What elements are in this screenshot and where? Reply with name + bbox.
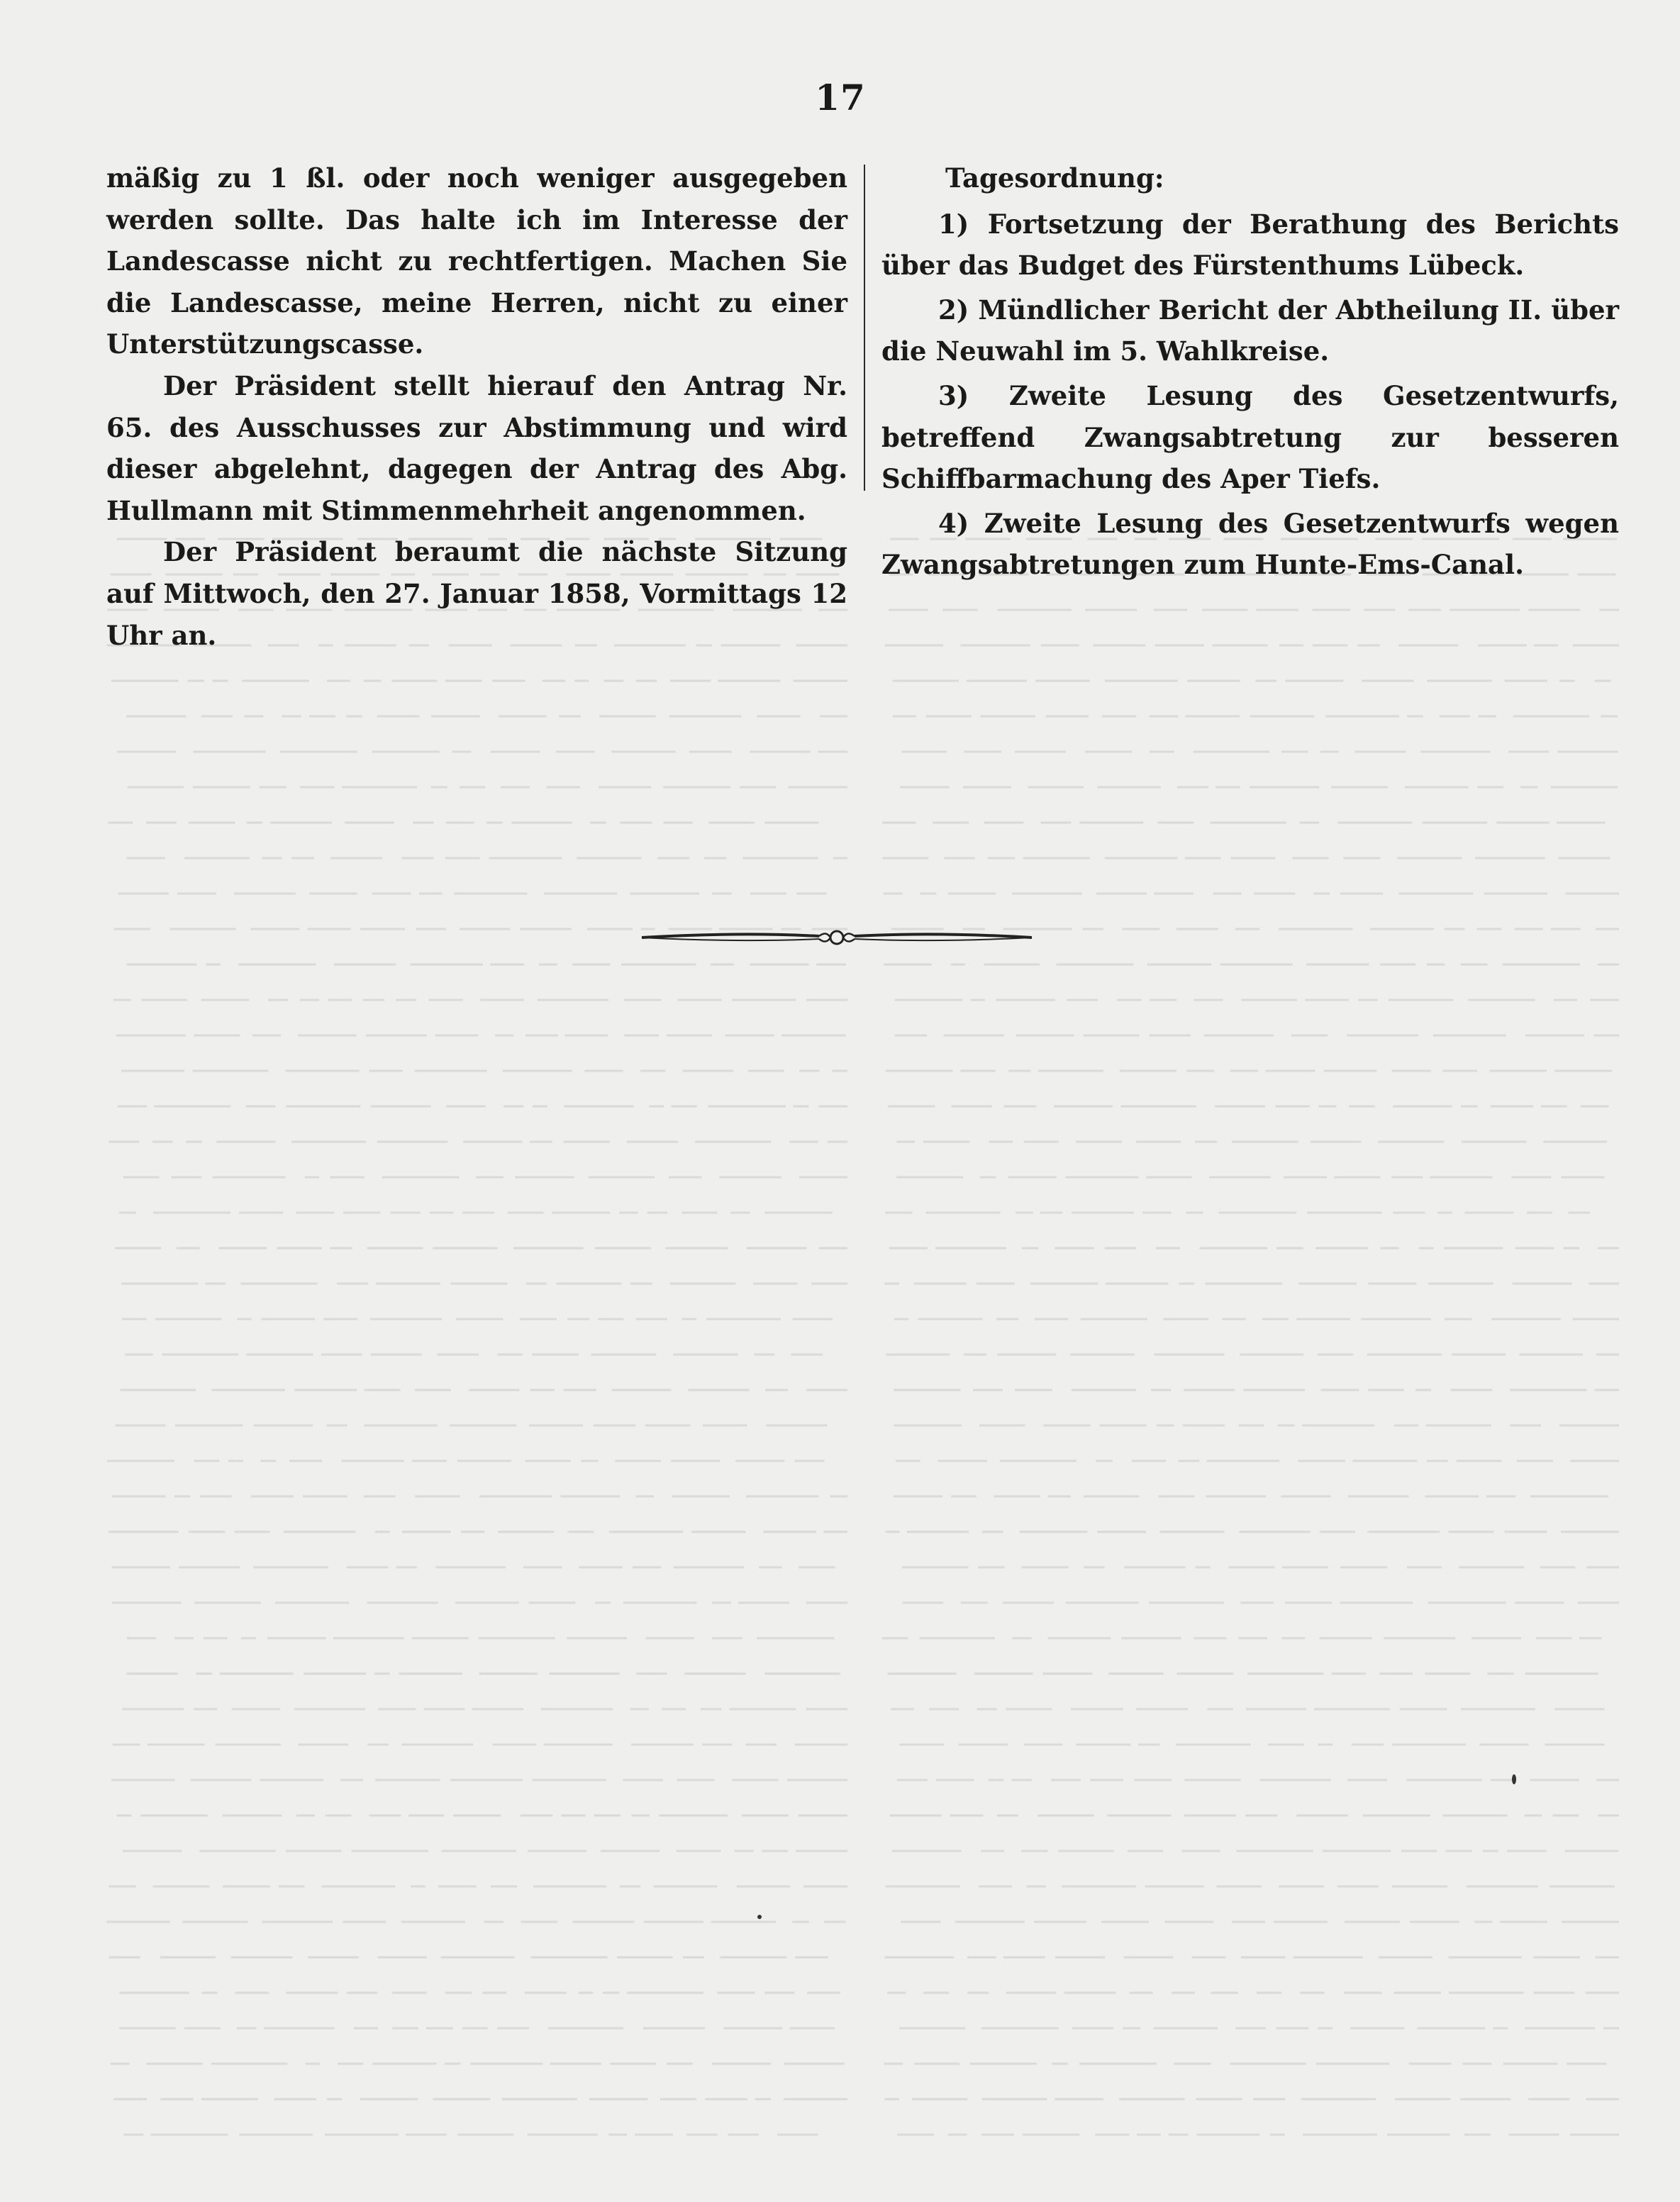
ink-speck (757, 1915, 762, 1919)
paragraph-vote-result: Der Präsident stellt hierauf den Antrag Nr. 65. des Ausschusses zur Abstimmung und wird dieser abgelehnt, dagegen der Antrag des Abg. Hullmann mit Stimmenmehrheit angenommen. (106, 369, 847, 526)
end-ornament-rule (638, 923, 1035, 952)
paragraph-next-session: Der Präsident beraumt die nächste Sitzung auf Mittwoch, den 27. Januar 1858, Vormittags 12 Uhr an. (106, 536, 847, 651)
agenda-item: 2) Mündlicher Bericht der Abtheilung II. über die Neuwahl im 5. Wahlkreise. (881, 294, 1619, 367)
page-number: 17 (815, 77, 866, 118)
paragraph-continuation: mäßig zu 1 ßl. oder noch weniger ausgegeben werden sollte. Das halte ich im Interesse der Landescasse nicht zu rechtfertigen. Machen Sie die Landescasse, meine Herren, nicht zu einer Unterstützungscasse. (106, 162, 847, 360)
agenda-item: 1) Fortsetzung der Berathung des Berichts über das Budget des Fürstenthums Lübeck. (881, 208, 1619, 282)
agenda-heading: Tagesordnung: (945, 162, 1164, 194)
agenda-item: 4) Zweite Lesung des Gesetzentwurfs wegen Zwangsabtretungen zum Hunte-Ems-Canal. (881, 507, 1619, 581)
left-column (106, 157, 847, 656)
right-column (881, 157, 1619, 586)
ink-speck (1512, 1774, 1516, 1784)
column-divider (864, 165, 865, 491)
agenda-item: 3) Zweite Lesung des Gesetzentwurfs, betreffend Zwangsabtretung zur besseren Schiffbarmachung des Aper Tiefs. (881, 379, 1619, 495)
